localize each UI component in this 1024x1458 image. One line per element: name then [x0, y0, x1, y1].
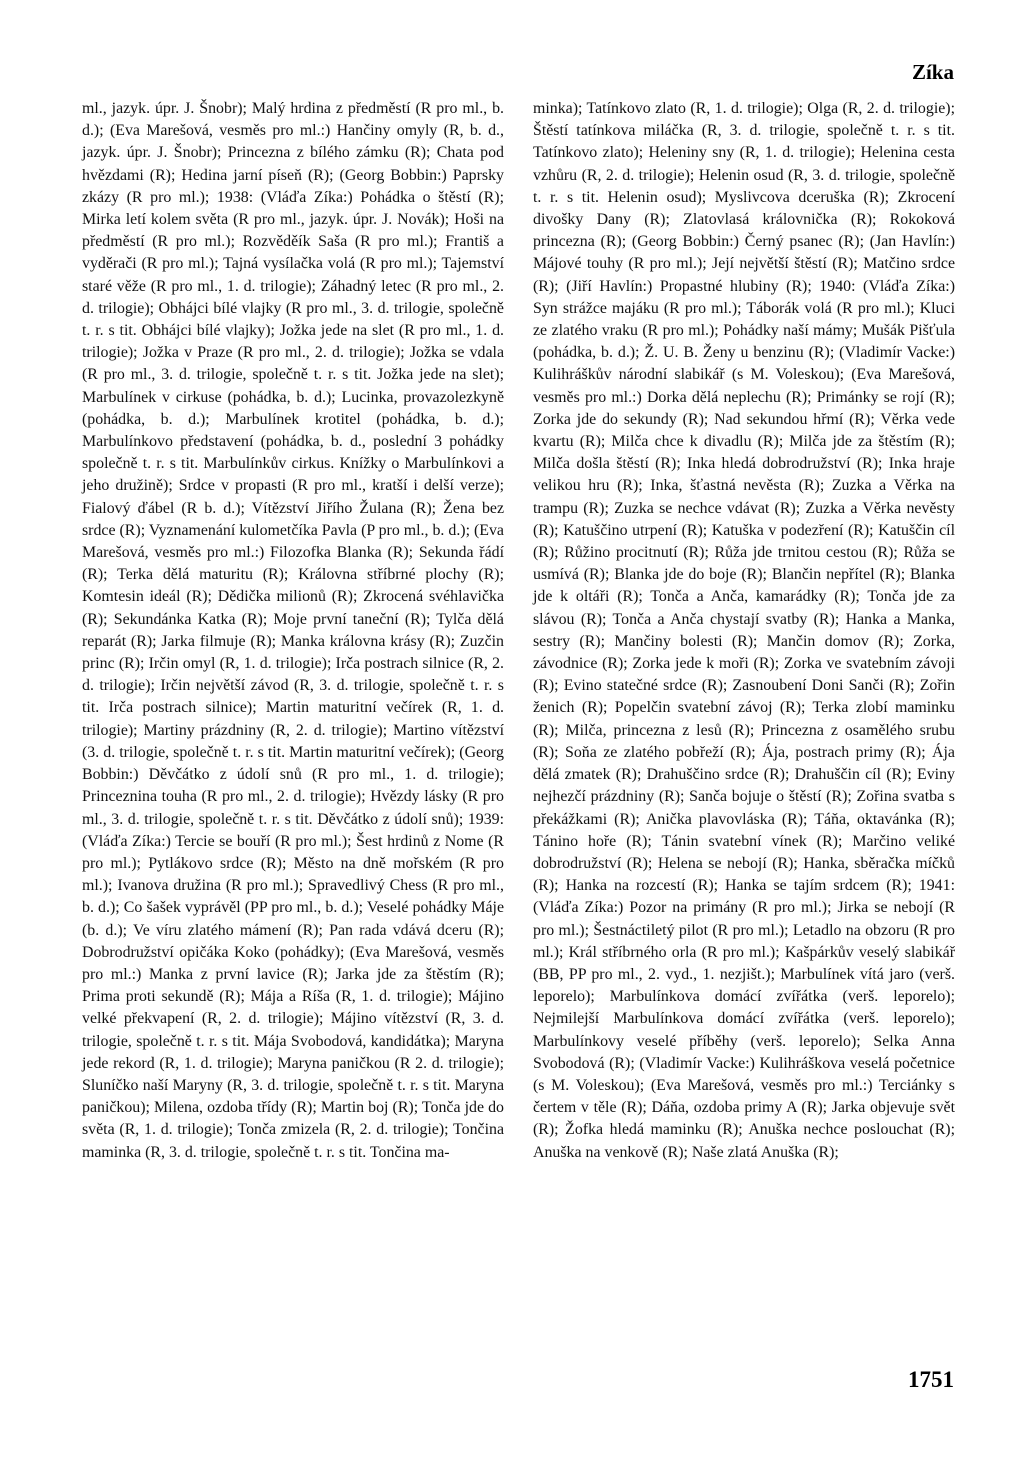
running-head-entry-name: Zíka — [911, 60, 954, 84]
page-number: 1751 — [908, 1367, 954, 1392]
text-column-left: ml., jazyk. úpr. J. Šnobr); Malý hrdina z předměstí (R pro ml., b. d.); (Eva Marešová, vesměs pro ml.:) Hančiny omyly (R, b. d., jazyk. úpr. J. Šnobr); Princezna z bílého zámku (R); Chata pod hvězdami (R); Hedina jarní píseň (R); (Georg Bobbin:) Paprsky zkázy (R pro ml.); 1938: (Vláďa Zíka:) Pohádka o štěstí (R); Mirka letí kolem světa (R pro ml., jazyk. úpr. J. Novák); Hoši na předměstí (R pro ml.); Rozvěděík Saša (R pro ml.); Františ a vyděrači (R pro ml.); Tajná vysílačka volá (R pro ml.); Tajemství staré věže (R pro ml., 1. d. trilogie); Záhadný letec (R pro ml., 2. d. trilogie); Obhájci bílé vlajky (R pro ml., 3. d. trilogie, společně t. r. s tit. Obhájci bílé vlajky); Jožka jede na slet (R pro ml., 1. d. trilogie); Jožka v Praze (R pro ml., 2. d. trilogie); Jožka se vdala (R pro ml., 3. d. trilogie, společně t. r. s tit. Jožka jede na slet); Marbulínek v cirkuse (pohádka, b. d.); Lucinka, provazolezkyně (pohádka, b. d.); Marbulínek krotitel (pohádka, b. d.); Marbulínkovo představení (pohádka, b. d., poslední 3 pohádky společně t. r. s tit. Marbulínkův cirkus. Knížky o Marbulínkovi a jeho družině); Srdce v propasti (R pro ml., kratší i delší verze); Fialový ďábel (R b. d.); Vítězství Jiřího Žulana (R); Žena bez srdce (R); Vyznamenání kulometčíka Pavla (P pro ml., b. d.); (Eva Marešová, vesměs pro ml.:) Filozofka Blanka (R); Sekunda řádí (R); Terka dělá maturitu (R); Královna stříbrné plochy (R); Komtesin ideál (R); Dědička milionů (R); Zkrocená svéhlavička (R); Sekundánka Katka (R); Moje první taneční (R); Tylča dělá reparát (R); Jarka filmuje (R); Manka královna krásy (R); Zuzčin princ (R); Irčin omyl (R, 1. d. trilogie); Irča postrach silnice (R, 2. d. trilogie); Irčin největší závod (R, 3. d. trilogie, společně t. r. s tit. Irča postrach silnice); Martin maturitní večírek (R, 1. d. trilogie); Martiny prázdniny (R, 2. d. trilogie); Martino vítězství (3. d. trilogie, společně t. r. s tit. Martin maturitní večírek); (Georg Bobbin:) Děvčátko z údolí snů (R pro ml., 1. d. trilogie); Princeznina touha (R pro ml., 2. d. trilogie); Hvězdy lásky (R pro ml., 3. d. trilogie, společně t. r. s tit. Děvčátko z údolí snů); 1939: (Vláďa Zíka:) Tercie se bouří (R pro ml.); Šest hrdinů z Nome (R pro ml.); Pytlákovo srdce (R); Město na dně mořském (R pro ml.); Ivanova družina (R pro ml.); Spravedlivý Chess (R pro ml., b. d.); Co šašek vyprávěl (PP pro ml., b. d.); Veselé pohádky Máje (b. d.); Ve víru zlatého mámení (R); Pan rada vdává dceru (R); Dobrodružství opičáka Koko (pohádky); (Eva Marešová, vesměs pro ml.:) Manka z první lavice (R); Jarka jde za štěstím (R); Prima proti sekundě (R); Mája a Ríša (R, 1. d. trilogie); Májino velké překvapení (R, 2. d. trilogie); Májino vítězství (R, 3. d. trilogie, společně t. r. s tit. Mája Svobodová, kandidátka); Maryna jede rekord (R, 1. d. trilogie); Maryna paničkou (R 2. d. trilogie); Sluníčko naší Maryny (R, 3. d. trilogie, společně t. r. s tit. Maryna paničkou); Milena, ozdoba třídy (R); Martin boj (R); Tonča jde do světa (R, 1. d. trilogie); Tonča zmizela (R, 2. d. trilogie); Tončina maminka (R, 3. d. trilogie, společně t. r. s tit. Tončina ma- — [82, 100, 504, 1161]
text-column-right: minka); Tatínkovo zlato (R, 1. d. trilogie); Olga (R, 2. d. trilogie); Štěstí tatínkova miláčka (R, 3. d. trilogie, společně t. r. s tit. Tatínkovo zlato); Heleniny sny (R, 1. d. trilogie); Helenina cesta vzhůru (R, 2. d. trilogie); Helenin osud (R, 3. d. trilogie, společně t. r. s tit. Helenin osud); Myslivcova dceruška (R); Zkrocení divošky Dany (R); Zlatovlasá královnička (R); Rokoková princezna (R); (Georg Bobbin:) Černý psanec (R); (Jan Havlín:) Májové touhy (R pro ml.); Její největší štěstí (R); Matčino srdce (R); (Jiří Havlín:) Propastné hlubiny (R); 1940: (Vláďa Zíka:) Syn strážce majáku (R pro ml.); Táborák volá (R pro ml.); Kluci ze zlatého vraku (R pro ml.); Pohádky naší mámy; Mušák Pišťula (pohádka, b. d.); Ž. U. B. Ženy u benzinu (R); (Vladimír Vacke:) Kulihráškův národní slabikář (s M. Voleskou); (Eva Marešová, vesměs pro ml.:) Dorka dělá neplechu (R); Primánky se rojí (R); Zorka jde do sekundy (R); Nad sekundou hřmí (R); Věrka vede kvartu (R); Milča chce k divadlu (R); Milča jde za štěstím (R); Milča došla štěstí (R); Inka hledá dobrodružství (R); Inka hraje velikou hru (R); Inka, šťastná nevěsta (R); Zuzka a Věrka na trampu (R); Zuzka se nechce vdávat (R); Zuzka a Věrka nevěsty (R); Katuščino utrpení (R); Katuška v podezření (R); Katuščin cíl (R); Růžino procitnutí (R); Růža jde trnitou cestou (R); Růža se usmívá (R); Blanka jde do boje (R); Blančin nepřítel (R); Blanka jde k oltáři (R); Tonča a Anča, kamarádky (R); Tonča jde za slávou (R); Tonča a Anča chystají svatby (R); Hanka a Manka, sestry (R); Mančiny bolesti (R); Mančin domov (R); Zorka, závodnice (R); Zorka jede k moři (R); Zorka ve svatebním závoji (R); Evino statečné srdce (R); Zasnoubení Doni Sanči (R); Zořin ženich (R); Popelčin svatební závoj (R); Terka zlobí maminku (R); Milča, princezna z lesů (R); Princezna z osamělého srubu (R); Soňa ze zlatého pobřeží (R); Ája, postrach primy (R); Ája dělá zmatek (R); Drahuščino srdce (R); Drahuščin cíl (R); Eviny nejhezčí prázdniny (R); Sanča bojuje o štěstí (R); Zořina svatba s překážkami (R); Anička plavovláska (R); Táňa, oktavánka (R); Tánino hoře (R); Tánin svatební vínek (R); Marčino veliké dobrodružství (R); Helena se nebojí (R); Hanka, sběračka míčků (R); Hanka na rozcestí (R); Hanka se tajím srdcem (R); 1941: (Vláďa Zíka:) Pozor na primány (R pro ml.); Jirka se nebojí (R pro ml.); Šestnáctiletý pilot (R pro ml.); Letadlo na obzoru (R pro ml.); Král stříbrného orla (R pro ml.); Kašpárkův veselý slabikář (BB, PP pro ml., 2. vyd., 1. nezjišt.); Marbulínek vítá jaro (verš. leporelo); Marbulínkova domácí zvířátka (verš. leporelo); Nejmilejší Marbulínkova domácí zvířátka (verš. leporelo); Marbulínkovy veselé příběhy (verš. leporelo); Selka Anna Svobodová (R); (Vladimír Vacke:) Kulihráškova veselá početnice (s M. Voleskou); (Eva Marešová, vesměs pro ml.:) Terciánky s čertem v těle (R); Dáňa, ozdoba primy A (R); Jarka objevuje svět (R); Žofka hledá maminku (R); Anuška nechce poslouchat (R); Anuška na venkově (R); Naše zlatá Anuška (R); — [533, 100, 955, 1161]
